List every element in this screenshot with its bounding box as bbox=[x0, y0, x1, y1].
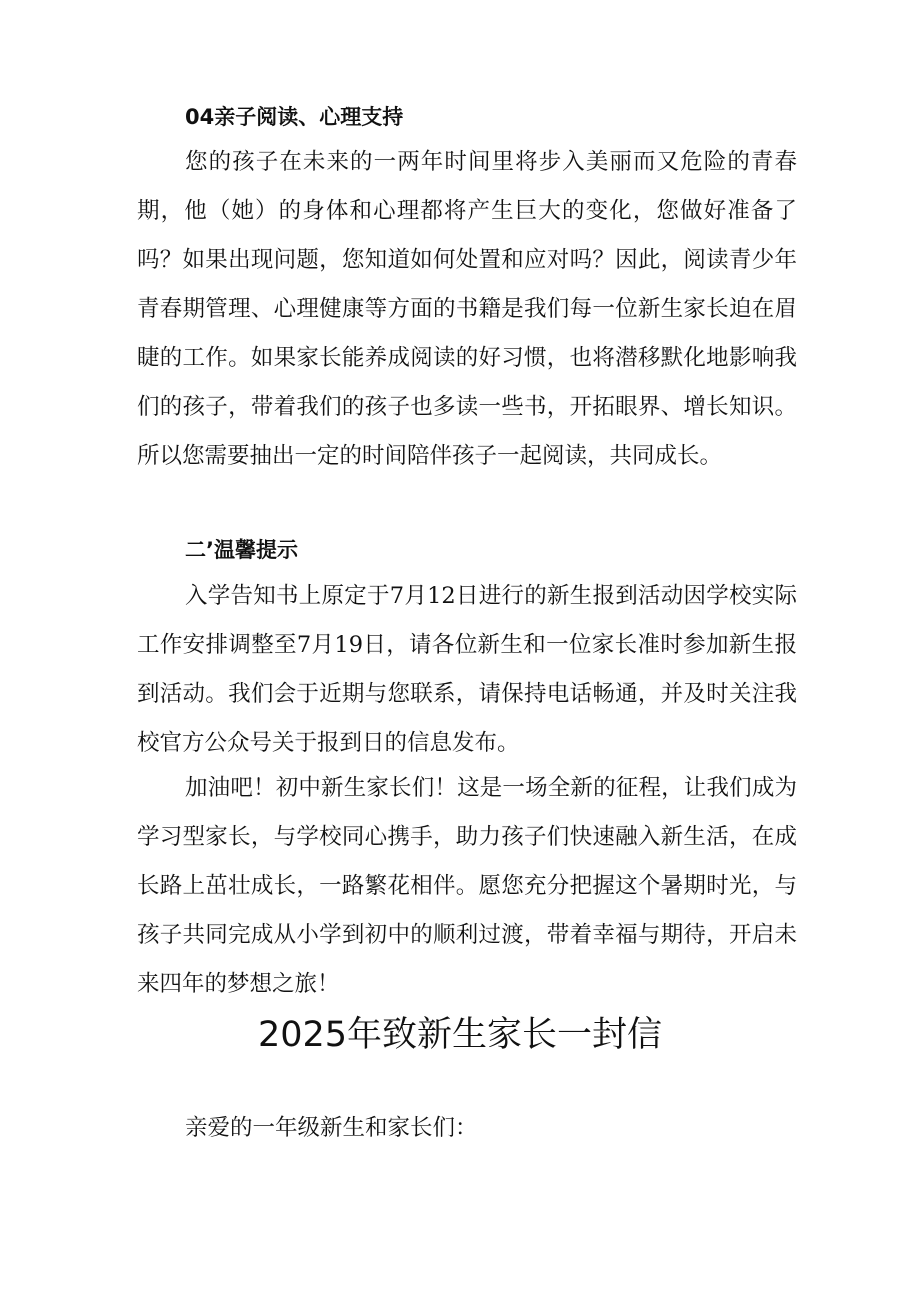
section-heading-reading: 04亲子阅读、心理支持 bbox=[185, 105, 404, 129]
paragraph-tips-1: 入学告知书上原定于7月12日进行的新生报到活动因学校实际工作安排调整至7月19日，请各位新生和一位家长准时参加新生报到活动。我们会于近期与您联系，请保持电话畅通，并及时关注我校官方公众号关于报到日的信息发布。 bbox=[137, 583, 797, 756]
paragraph-tips-2: 加油吧！初中新生家长们！这是一场全新的征程，让我们成为学习型家长，与学校同心携手，助力孩子们快速融入新生活，在成长路上茁壮成长，一路繁花相伴。愿您充分把握这个暑期时光，与孩子共同完成从小学到初中的顺利过渡，带着幸福与期待，开启未来四年的梦想之旅！ bbox=[137, 775, 797, 997]
letter-salutation: 亲爱的一年级新生和家长们： bbox=[185, 1115, 478, 1141]
section-heading-tips: 二’温馨提示 bbox=[185, 538, 298, 562]
paragraph-reading: 您的孩子在未来的一两年时间里将步入美丽而又危险的青春期，他（她）的身体和心理都将产生巨大的变化，您做好准备了吗？如果出现问题，您知道如何处置和应对吗？因此，阅读青少年青春期管理、心理健康等方面的书籍是我们每一位新生家长迫在眉睫的工作。如果家长能养成阅读的好习惯，也将潜移默化地影响我们的孩子，带着我们的孩子也多读一些书，开拓眼界、增长知识。所以您需要抽出一定的时间陪伴孩子一起阅读，共同成长。 bbox=[137, 149, 797, 469]
letter-title: 2025年致新生家长一封信 bbox=[257, 1015, 663, 1055]
